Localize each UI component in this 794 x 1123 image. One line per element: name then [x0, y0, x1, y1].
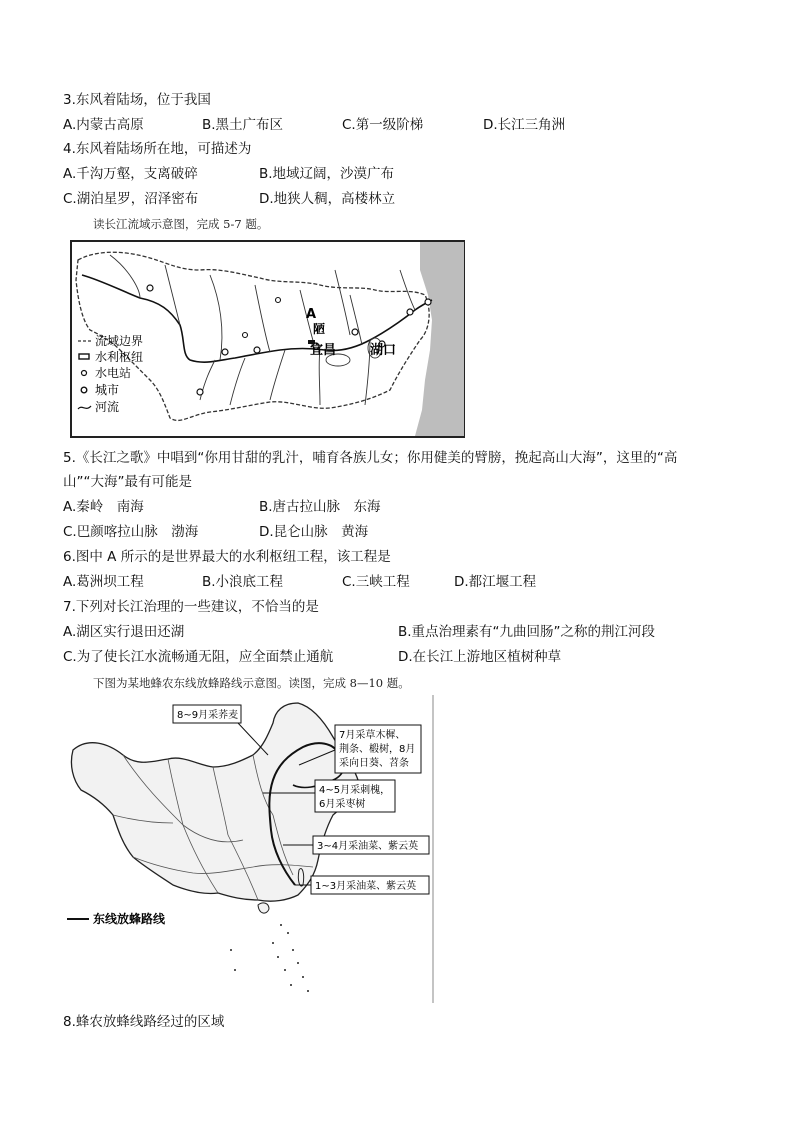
- q3-option-a: A.内蒙古高原: [63, 117, 144, 133]
- q3-option-d: D.长江三角洲: [483, 117, 566, 133]
- q5-option-d: D.昆仑山脉 黄海: [259, 524, 369, 540]
- q3-option-c: C.第一级阶梯: [342, 117, 424, 133]
- q4-option-a: A.千沟万壑，支离破碎: [63, 166, 198, 182]
- island-dot: [302, 976, 304, 978]
- legend-station-symbol: [82, 371, 87, 376]
- legend-city: 城市: [95, 383, 120, 397]
- city-marker: [407, 309, 413, 315]
- q7-stem: 7.下列对长江治理的一些建议，不恰当的是: [63, 599, 319, 615]
- island-dot: [230, 949, 232, 951]
- legend-boundary: 流域边界: [95, 334, 144, 348]
- box-sep-text: 8~9月采荞麦: [177, 710, 239, 721]
- q4-option-d: D.地狭人稠，高楼林立: [259, 191, 396, 207]
- box-apr-line2: 6月采枣树: [319, 799, 366, 810]
- label-a: A: [306, 307, 317, 322]
- q3-option-b: B.黑土广布区: [202, 117, 284, 133]
- label-hukou: 湖口: [370, 343, 397, 358]
- legend-city-symbol: [81, 387, 87, 393]
- q4-stem: 4.东风着陆场所在地，可描述为: [63, 141, 252, 157]
- box-jul-line3: 采向日葵、苕条: [339, 758, 409, 769]
- box-mar-text: 3~4月采油菜、紫云英: [317, 841, 419, 852]
- legend-river: 河流: [95, 400, 120, 414]
- q6-option-d: D.都江堰工程: [454, 574, 537, 590]
- island-dot: [307, 990, 309, 992]
- beekeeping-route-map: [63, 695, 435, 1003]
- island-dot: [297, 962, 299, 964]
- q5-option-a: A.秦岭 南海: [63, 499, 144, 515]
- island-dot: [292, 949, 294, 951]
- q6-option-b: B.小浪底工程: [202, 574, 284, 590]
- island-dot: [234, 969, 236, 971]
- taiwan-island: [298, 868, 303, 886]
- label-dam: 陋: [313, 322, 326, 336]
- legend-station: 水电站: [95, 366, 132, 380]
- q7-option-c: C.为了使长江水流畅通无阻，应全面禁止通航: [63, 649, 334, 665]
- yangtze-basin-map: [70, 240, 465, 438]
- city-marker: [222, 349, 228, 355]
- island-dot: [277, 956, 279, 958]
- legend-route: 东线放蜂路线: [93, 912, 166, 926]
- q3-stem: 3.东风着陆场，位于我国: [63, 92, 211, 108]
- q5-option-b: B.唐古拉山脉 东海: [259, 499, 381, 515]
- shanghai-marker: [425, 299, 431, 305]
- q8-stem: 8.蜂农放蜂线路经过的区域: [63, 1014, 225, 1030]
- q7-option-b: B.重点治理素有“九曲回肠”之称的荆江河段: [398, 624, 656, 640]
- q4-option-c: C.湖泊星罗，沼泽密布: [63, 191, 199, 207]
- q5-stem-line1: 5.《长江之歌》中唱到“你用甘甜的乳汁，哺育各族儿女；你用健美的臂膀，挽起高山大海”，这里的“高: [63, 450, 678, 466]
- city-marker: [147, 285, 153, 291]
- box-apr-line1: 4~5月采刺槐，: [319, 785, 391, 796]
- island-dot: [290, 984, 292, 986]
- island-dot: [287, 932, 289, 934]
- city-marker: [254, 347, 260, 353]
- island-dot: [284, 969, 286, 971]
- q5-option-c: C.巴颜喀拉山脉 渤海: [63, 524, 199, 540]
- q6-option-c: C.三峡工程: [342, 574, 410, 590]
- intro-map1: 读长江流域示意图，完成 5-7 题。: [93, 217, 269, 231]
- legend-dam: 水利枢纽: [95, 350, 144, 364]
- q6-option-a: A.葛洲坝工程: [63, 574, 144, 590]
- box-jul-line1: 7月采草木樨、: [339, 730, 406, 741]
- q5-stem-line2: 山”“大海”最有可能是: [63, 474, 192, 490]
- hydropower-marker: [276, 298, 281, 303]
- box-jan-text: 1~3月采油菜、紫云英: [315, 881, 417, 892]
- box-jul-line2: 荆条、椴树，8月: [339, 744, 416, 755]
- city-marker: [197, 389, 203, 395]
- hydropower-marker: [243, 333, 248, 338]
- island-dot: [272, 942, 274, 944]
- island-dot: [280, 924, 282, 926]
- q6-stem: 6.图中 A 所示的是世界最大的水利枢纽工程，该工程是: [63, 549, 391, 565]
- q7-option-d: D.在长江上游地区植树种草: [398, 649, 562, 665]
- label-yichang: 宜昌: [310, 343, 337, 358]
- wuhan-marker: [352, 329, 358, 335]
- q4-option-b: B.地域辽阔，沙漠广布: [259, 166, 395, 182]
- q7-option-a: A.湖区实行退田还湖: [63, 624, 185, 640]
- intro-map2: 下图为某地蜂农东线放蜂路线示意图。读图，完成 8—10 题。: [93, 676, 410, 690]
